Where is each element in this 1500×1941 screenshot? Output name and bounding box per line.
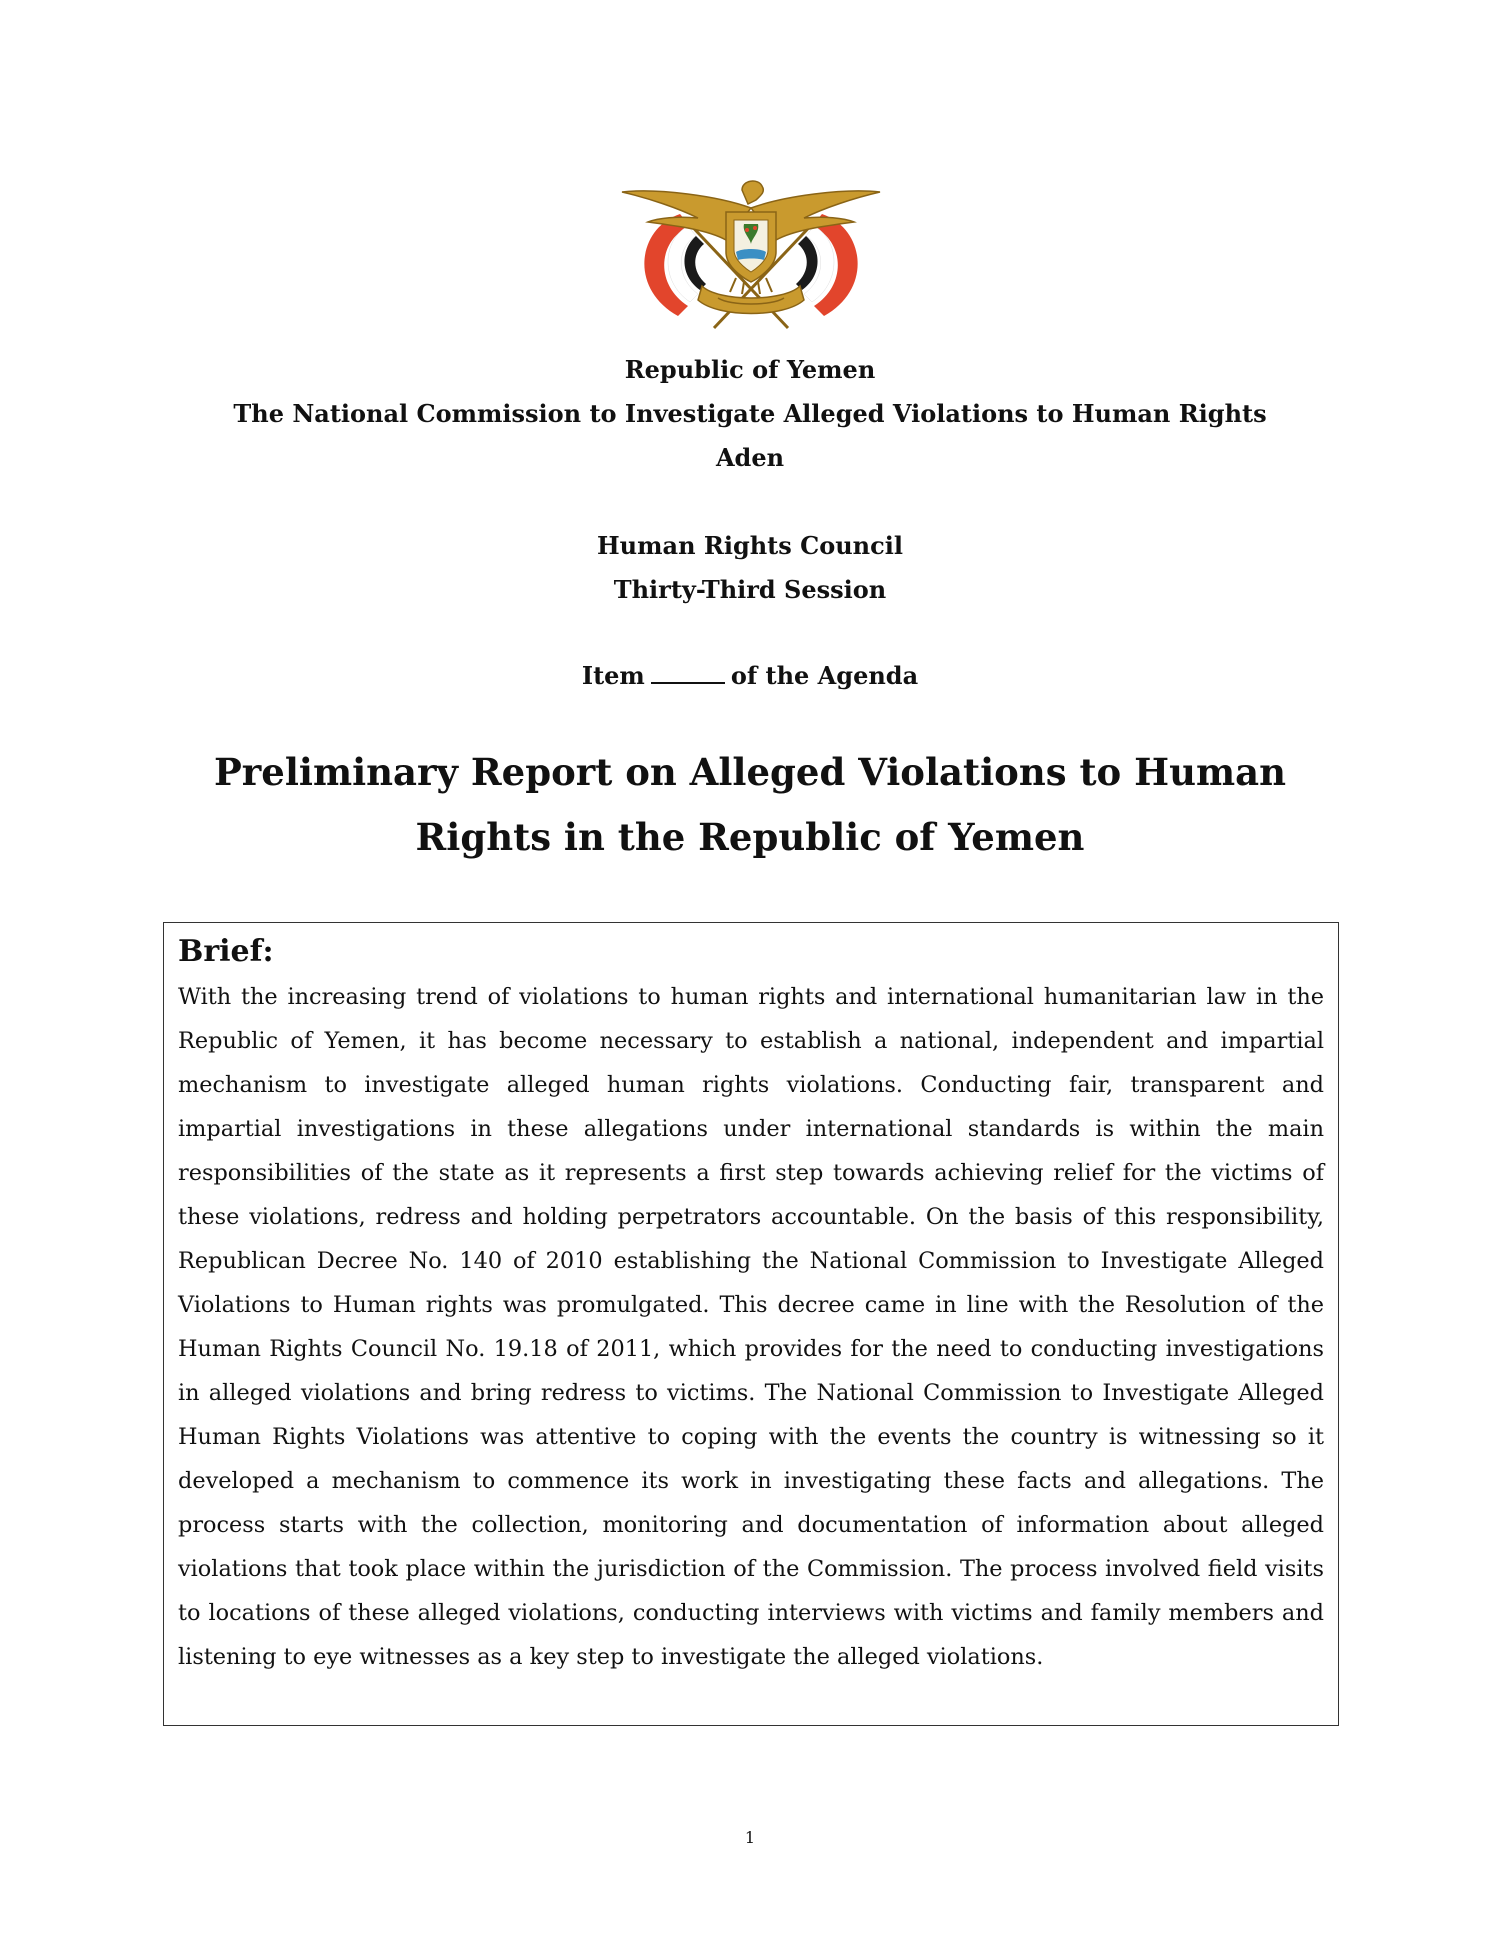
issuer-block [0, 348, 1500, 480]
report-title: Preliminary Report on Alleged Violations to Human Rights in the Republic of Yemen [213, 750, 1286, 859]
brief-box [163, 922, 1339, 1726]
session-name: Thirty-Third Session [613, 575, 887, 604]
brief-heading: Brief: [178, 934, 274, 969]
yemen-emblem-icon [618, 178, 884, 336]
country-name: Republic of Yemen [624, 355, 876, 384]
council-name: Human Rights Council [597, 531, 903, 560]
agenda-suffix: of the Agenda [730, 661, 919, 690]
agenda-prefix: Item [581, 661, 645, 690]
brief-text: With the increasing trend of violations to human rights and international humanitarian law in the Republic of Yemen, it has become necessary to establish a national, independent and impartial mechanism to investigate alleged human rights violations. Conducting fair, transparent and impartial investigations in these allegations under international standards is within the main responsibilities of the state as it represents a first step towards achieving relief for the victims of these violations, redress and holding perpetrators accountable. On the basis of this responsibility, Republican Decree No. 140 of 2010 establishing the National Commission to Investigate Alleged Violations to Human rights was promulgated. This decree came in line with the Resolution of the Human Rights Council No. 19.18 of 2011, which provides for the need to conducting investigations in alleged violations and bring redress to victims. The National Commission to Investigate Alleged Human Rights Violations was attentive to coping with the events the country is witnessing so it developed a mechanism to commence its work in investigating these facts and allegations. The process starts with the collection, monitoring and documentation of information about alleged violations that took place within the jurisdiction of the Commission. The process involved field visits to locations of these alleged violations, conducting interviews with victims and family members and listening to eye witnesses as a key step to investigate the alleged violations. [178, 984, 1324, 1670]
commission-name: The National Commission to Investigate Alleged Violations to Human Rights [233, 399, 1267, 428]
page-number: 1 [744, 1828, 756, 1847]
agenda-line [0, 654, 1500, 698]
agenda-item-blank [651, 662, 725, 684]
council-block [0, 524, 1500, 612]
city-name: Aden [715, 443, 785, 472]
